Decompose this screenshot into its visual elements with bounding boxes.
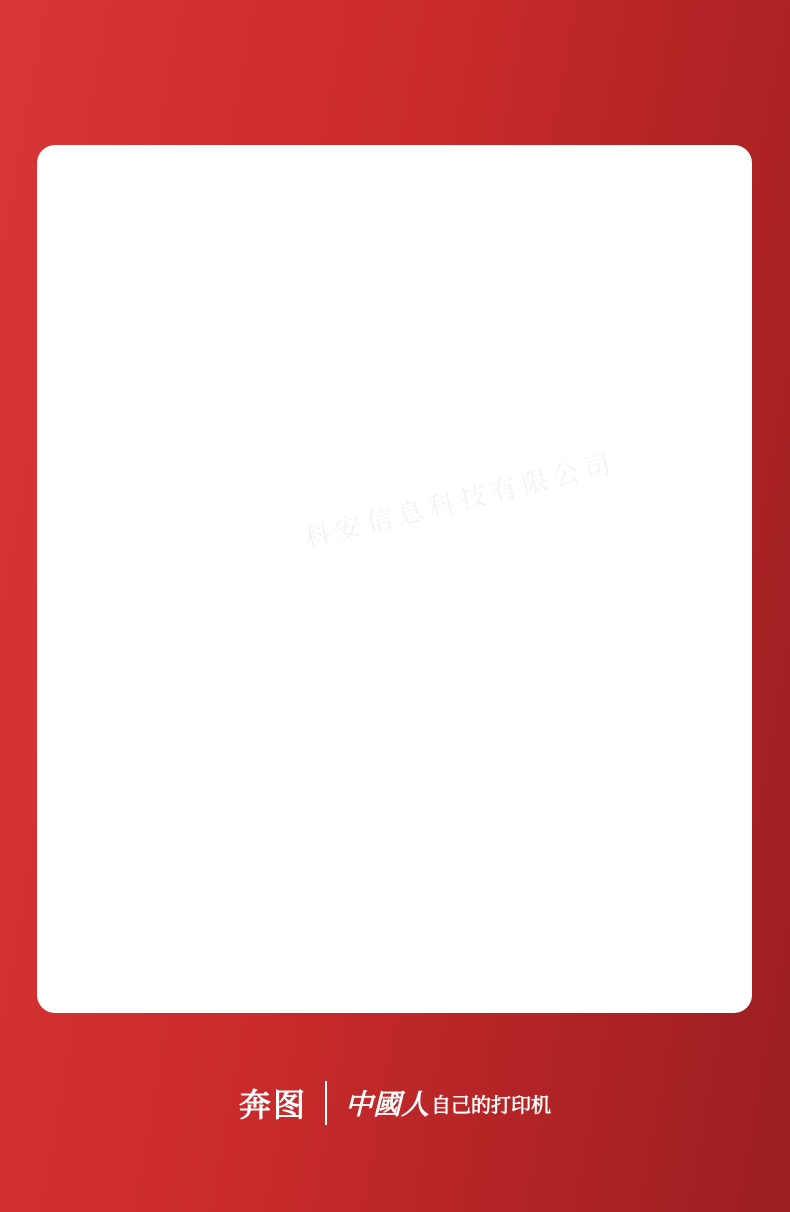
brand-logo: 奔图 [238, 1086, 307, 1124]
footer [0, 1080, 790, 1126]
content-card [37, 145, 752, 1013]
slogan-text: 自己的打印机 [431, 1092, 552, 1117]
slogan-script: 中國人 [345, 1088, 430, 1121]
footer-divider [325, 1081, 327, 1125]
